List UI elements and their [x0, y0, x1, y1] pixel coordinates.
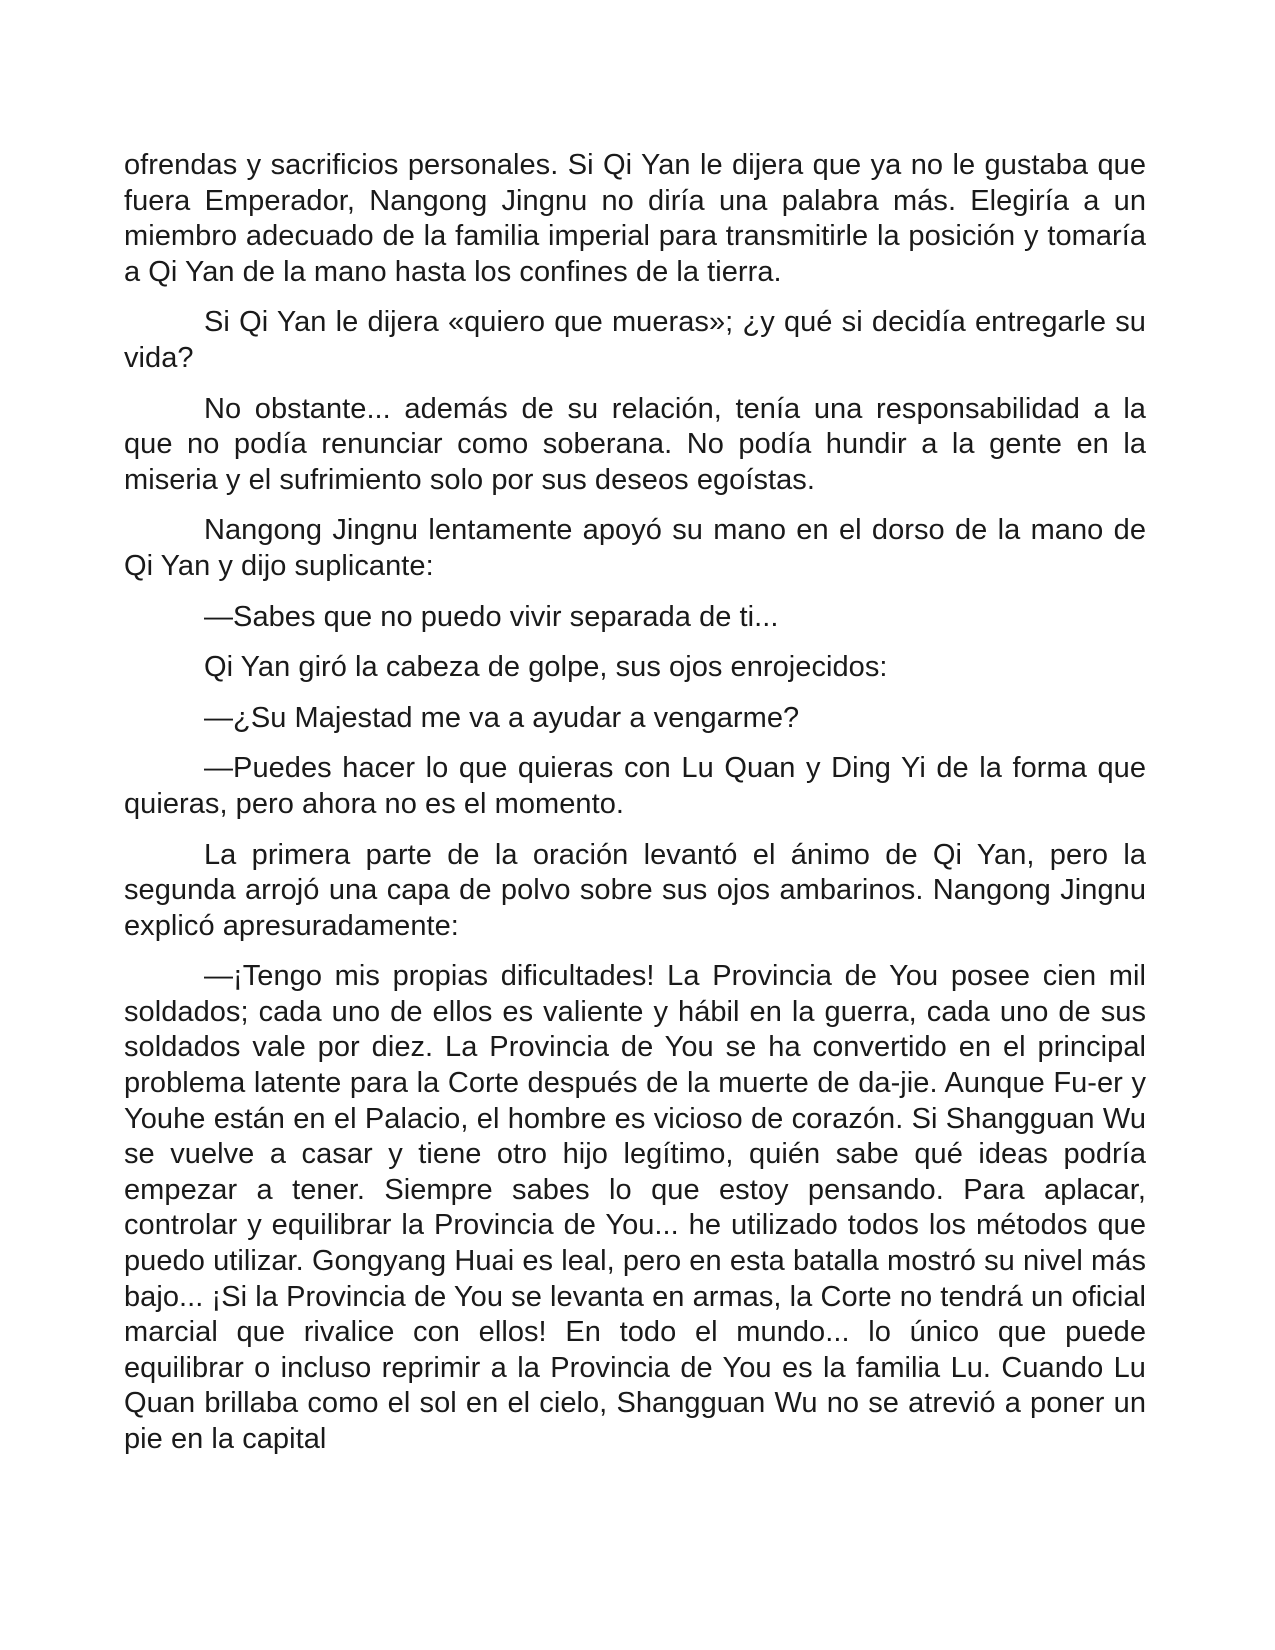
paragraph-7: —¿Su Majestad me va a ayudar a vengarme? [204, 701, 800, 734]
body-text [124, 148, 1146, 1473]
paragraph-9: La primera parte de la oración levantó el ánimo de Qi Yan, pero la segunda arrojó una capa de polvo sobre sus ojos ambarinos. Nangong Jingnu explicó apresuradamente: [124, 838, 1146, 942]
paragraph-10: —¡Tengo mis propias dificultades! La Provincia de You posee cien mil soldados; cada uno de ellos es valiente y hábil en la guerra, cada uno de sus soldados vale por diez. La Provincia de You se ha convertido en el principal problema latente para la Corte después de la muerte de da-jie. Aunque Fu-er y Youhe están en el Palacio, el hombre es vicioso de corazón. Si Shangguan Wu se vuelve a casar y tiene otro hijo legítimo, quién sabe qué ideas podría empezar a tener. Siempre sabes lo que estoy pensando. Para aplacar, controlar y equilibrar la Provincia de You... he utilizado todos los métodos que puedo utilizar. Gongyang Huai es leal, pero en esta batalla mostró su nivel más bajo... ¡Si la Provincia de You se levanta en armas, la Corte no tendrá un oficial marcial que rivalice con ellos! En todo el mundo... lo único que puede equilibrar o incluso reprimir a la Provincia de You es la familia Lu. Cuando Lu Quan brillaba como el sol en el cielo, Shangguan Wu no se atrevió a poner un pie en la capital [124, 960, 1146, 1455]
paragraph-3: No obstante... además de su relación, tenía una responsabilidad a la que no podía renunciar como soberana. No podía hundir a la gente en la miseria y el sufrimiento solo por sus deseos egoístas. [124, 392, 1146, 496]
paragraph-4: Nangong Jingnu lentamente apoyó su mano en el dorso de la mano de Qi Yan y dijo suplicante: [124, 514, 1146, 582]
paragraph-2: Si Qi Yan le dijera «quiero que mueras»; ¿y qué si decidía entregarle su vida? [124, 306, 1146, 374]
paragraph-8: —Puedes hacer lo que quieras con Lu Quan y Ding Yi de la forma que quieras, pero ahora no es el momento. [124, 752, 1146, 820]
paragraph-6: Qi Yan giró la cabeza de golpe, sus ojos enrojecidos: [204, 651, 888, 684]
paragraph-1: ofrendas y sacrificios personales. Si Qi Yan le dijera que ya no le gustaba que fuera Emperador, Nangong Jingnu no diría una palabra más. Elegiría a un miembro adecuado de la familia imperial para transmitirle la posición y tomaría a Qi Yan de la mano hasta los confines de la tierra. [124, 149, 1146, 288]
paragraph-5: —Sabes que no puedo vivir separada de ti... [204, 600, 779, 633]
